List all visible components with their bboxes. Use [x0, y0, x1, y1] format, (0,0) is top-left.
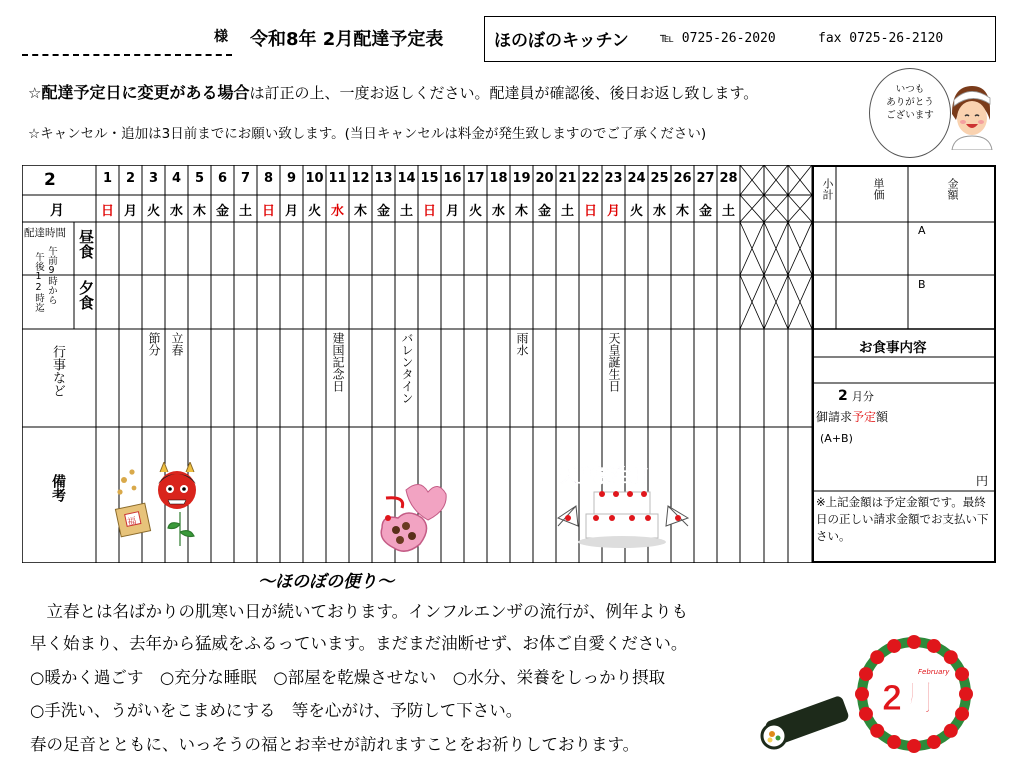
- wreath-flower: [907, 635, 921, 649]
- staff-illustration-icon: [946, 80, 994, 150]
- wreath-flower: [907, 739, 921, 753]
- events-label: 行事など: [50, 345, 65, 397]
- day-number: 23: [604, 171, 623, 186]
- day-weekday: 土: [238, 204, 252, 219]
- day-weekday: 日: [100, 204, 114, 219]
- february-wreath-badge-icon: [852, 632, 976, 756]
- billing-formula: (A+B): [820, 432, 853, 445]
- day-weekday: 月: [284, 204, 298, 219]
- day-weekday: 水: [491, 204, 505, 219]
- lunch-label: 昼食: [77, 229, 95, 259]
- shop-name: ほのぼのキッチン: [494, 31, 629, 51]
- day-weekday: 火: [629, 204, 643, 219]
- wreath-flower: [887, 639, 901, 653]
- notes-label: 備考: [50, 474, 66, 502]
- wreath-flower: [944, 650, 958, 664]
- shop-fax: fax 0725-26-2120: [818, 31, 944, 46]
- newsletter-line-2: 早く始まり、去年から猛威をふるっています。まだまだ油断せず、お体ご自愛ください。: [30, 634, 688, 653]
- day-number: 25: [650, 171, 669, 186]
- notice-change: ☆配達予定日に変更がある場合は訂正の上、一度お返しください。配達員が確認後、後日お返し致します。: [28, 83, 759, 102]
- calendar-month-label: 月: [50, 203, 64, 219]
- day-number: 7: [240, 171, 251, 186]
- meal-content-label: お食事内容: [859, 340, 927, 356]
- newsletter-title: ～ほのぼの便り～: [258, 572, 394, 592]
- badge-month-text: 2月: [882, 677, 939, 718]
- wreath-flower: [870, 650, 884, 664]
- amount-a-label: A: [918, 224, 926, 237]
- day-weekday: 土: [721, 204, 735, 219]
- time-range-end: 午後12時迄: [33, 252, 44, 312]
- day-weekday: 日: [422, 204, 436, 219]
- shop-tel: ℡ 0725-26-2020: [660, 31, 776, 46]
- dinner-label: 夕食: [77, 280, 95, 310]
- calendar-event: 雨水: [515, 332, 529, 356]
- day-weekday: 土: [560, 204, 574, 219]
- day-weekday: 月: [445, 204, 459, 219]
- day-number: 1: [102, 171, 113, 186]
- day-number: 28: [719, 171, 738, 186]
- day-number: 14: [397, 171, 416, 186]
- wreath-flower: [955, 667, 969, 681]
- day-number: 19: [512, 171, 531, 186]
- wreath-flower: [959, 687, 973, 701]
- day-weekday: 水: [330, 204, 344, 219]
- honorific-label: 様: [214, 29, 228, 45]
- day-number: 21: [558, 171, 577, 186]
- day-weekday: 火: [146, 204, 160, 219]
- wreath-flower: [870, 724, 884, 738]
- day-number: 4: [171, 171, 182, 186]
- calendar-event: 建国記念日: [331, 332, 345, 392]
- wreath-flower: [955, 707, 969, 721]
- day-weekday: 金: [215, 204, 229, 219]
- calendar-event: バレンタイン: [400, 332, 414, 404]
- amount-b-label: B: [918, 278, 926, 291]
- svg-text:福: 福: [126, 516, 138, 529]
- day-weekday: 木: [192, 204, 206, 219]
- day-weekday: 日: [261, 204, 275, 219]
- notice-cancel: ☆キャンセル・追加は3日前までにお願い致します。(当日キャンセルは料金が発生致しますのでご了承ください): [28, 126, 707, 142]
- day-weekday: 土: [399, 204, 413, 219]
- billing-estimate-label: 御請求予定額: [816, 410, 889, 424]
- day-weekday: 金: [376, 204, 390, 219]
- day-weekday: 水: [652, 204, 666, 219]
- day-weekday: 木: [514, 204, 528, 219]
- day-weekday: 金: [537, 204, 551, 219]
- badge-sub-text: February: [918, 668, 950, 676]
- calendar-event: 立春: [170, 332, 184, 356]
- day-number: 9: [286, 171, 297, 186]
- wreath-flower: [887, 735, 901, 749]
- amount-header: 金額: [946, 178, 959, 200]
- yen-label: 円: [976, 474, 989, 488]
- day-number: 3: [148, 171, 159, 186]
- day-weekday: 水: [169, 204, 183, 219]
- calendar-month-number: 2: [44, 170, 56, 190]
- wreath-flower: [859, 707, 873, 721]
- delivery-time-label: 配達時間: [24, 227, 66, 239]
- subtotal-header: 小計: [821, 178, 834, 200]
- day-number: 13: [374, 171, 393, 186]
- day-weekday: 月: [606, 204, 620, 219]
- day-number: 15: [420, 171, 439, 186]
- setsubun-oni-icon: [110, 462, 206, 552]
- billing-footnote: ※上記金額は予定金額です。最終日の正しい請求金額でお支払い下さい。: [816, 495, 989, 543]
- ehomaki-sushi-roll-icon: [760, 690, 858, 752]
- newsletter-line-3: ○暖かく過ごす ○充分な睡眠 ○部屋を乾燥させない ○水分、栄養をしっかり摂取: [30, 668, 666, 687]
- day-number: 20: [535, 171, 554, 186]
- time-range-start: 午前9時から: [46, 246, 57, 305]
- day-number: 2: [125, 171, 136, 186]
- newsletter-line-5: 春の足音とともに、いっそうの福とお幸せが訪れますことをお祈りしております。: [30, 735, 640, 754]
- day-weekday: 金: [698, 204, 712, 219]
- calendar-event: 節分: [147, 332, 161, 356]
- day-number: 5: [194, 171, 205, 186]
- day-weekday: 火: [307, 204, 321, 219]
- day-number: 12: [351, 171, 370, 186]
- day-number: 24: [627, 171, 646, 186]
- day-number: 10: [305, 171, 324, 186]
- day-number: 22: [581, 171, 600, 186]
- calendar-event: 天皇誕生日: [607, 332, 621, 392]
- day-number: 27: [696, 171, 715, 186]
- name-underline: [22, 54, 232, 56]
- day-weekday: 木: [353, 204, 367, 219]
- wreath-flower: [855, 687, 869, 701]
- day-number: 8: [263, 171, 274, 186]
- page-title: 令和8年 2月配達予定表: [250, 29, 444, 50]
- unit-price-header: 単価: [872, 178, 885, 200]
- wreath-flower: [859, 667, 873, 681]
- newsletter-line-4: ○手洗い、うがいをこまめにする 等を心がけ、予防して下さい。: [30, 701, 523, 720]
- day-number: 17: [466, 171, 485, 186]
- day-number: 16: [443, 171, 462, 186]
- wreath-flower: [927, 639, 941, 653]
- wreath-flower: [944, 724, 958, 738]
- day-weekday: 日: [583, 204, 597, 219]
- wreath-flower: [927, 735, 941, 749]
- speech-bubble: いつも ありがとう ございます: [869, 68, 951, 158]
- day-weekday: 木: [675, 204, 689, 219]
- day-weekday: 火: [468, 204, 482, 219]
- day-number: 6: [217, 171, 228, 186]
- newsletter-line-1: 立春とは名ばかりの肌寒い日が続いております。インフルエンザの流行が、例年よりも: [30, 602, 689, 621]
- billing-month: 2 月分: [838, 388, 874, 404]
- emperor-birthday-banner: 天皇誕生日: [560, 466, 650, 487]
- day-number: 11: [328, 171, 347, 186]
- emperor-birthday-cake-icon: [554, 456, 694, 560]
- day-number: 18: [489, 171, 508, 186]
- day-number: 26: [673, 171, 692, 186]
- valentine-chocolate-icon: [376, 478, 454, 558]
- day-weekday: 月: [123, 204, 137, 219]
